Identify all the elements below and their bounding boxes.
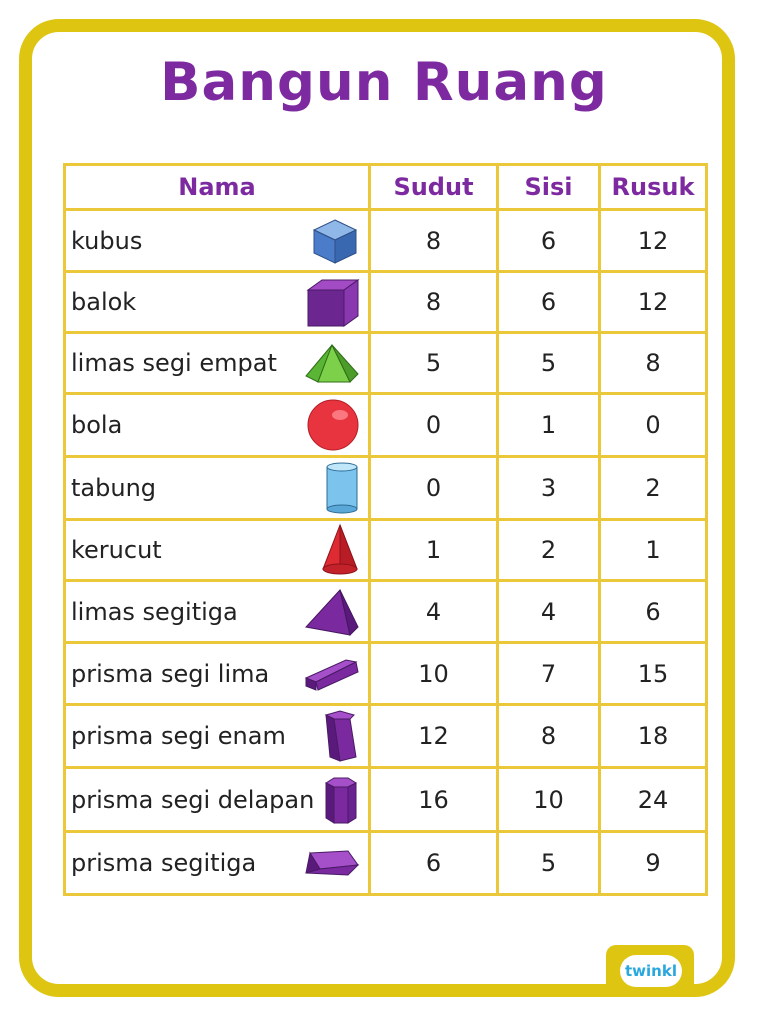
shape-name: kerucut	[71, 536, 162, 564]
faces-cell: 10	[498, 768, 600, 832]
edges-cell: 12	[600, 272, 707, 333]
edges-cell: 9	[600, 832, 707, 895]
edges-cell: 24	[600, 768, 707, 832]
logo-cloud	[620, 955, 682, 987]
row-name-cell	[65, 333, 370, 394]
row-name-cell	[65, 832, 370, 895]
faces-cell: 1	[498, 394, 600, 457]
faces-cell: 7	[498, 643, 600, 705]
triangular-prism-icon	[304, 847, 360, 879]
edges-cell: 18	[600, 705, 707, 768]
table-row	[65, 394, 707, 457]
header-corners: Sudut	[370, 165, 498, 210]
corners-cell: 12	[370, 705, 498, 768]
row-name-cell	[65, 457, 370, 520]
faces-cell: 6	[498, 210, 600, 272]
corners-cell: 8	[370, 272, 498, 333]
pentagonal-prism-icon	[304, 656, 360, 692]
cube-icon	[310, 216, 360, 266]
table-row	[65, 832, 707, 895]
header-faces: Sisi	[498, 165, 600, 210]
table-row	[65, 643, 707, 705]
row-name-cell	[65, 581, 370, 643]
shapes-table	[63, 163, 708, 896]
square-pyramid-icon	[304, 342, 360, 384]
shape-name: bola	[71, 411, 123, 439]
row-name-cell	[65, 768, 370, 832]
faces-cell: 5	[498, 333, 600, 394]
cuboid-icon	[306, 276, 360, 328]
row-name-cell	[65, 705, 370, 768]
corners-cell: 6	[370, 832, 498, 895]
corners-cell: 16	[370, 768, 498, 832]
edges-cell: 2	[600, 457, 707, 520]
faces-cell: 8	[498, 705, 600, 768]
shape-name: limas segi empat	[71, 349, 277, 377]
faces-cell: 3	[498, 457, 600, 520]
row-name-cell	[65, 210, 370, 272]
corners-cell: 4	[370, 581, 498, 643]
header-edges: Rusuk	[600, 165, 707, 210]
row-name-cell	[65, 394, 370, 457]
hexagonal-prism-icon	[320, 709, 360, 763]
header-name: Nama	[65, 165, 370, 210]
corners-cell: 8	[370, 210, 498, 272]
shape-name: kubus	[71, 226, 143, 255]
edges-cell: 15	[600, 643, 707, 705]
row-name-cell	[65, 643, 370, 705]
edges-cell: 8	[600, 333, 707, 394]
faces-cell: 6	[498, 272, 600, 333]
header-row	[65, 165, 707, 210]
faces-cell: 2	[498, 520, 600, 581]
corners-cell: 0	[370, 457, 498, 520]
edges-cell: 1	[600, 520, 707, 581]
table-row	[65, 705, 707, 768]
table-row	[65, 210, 707, 272]
shape-name: balok	[71, 288, 137, 316]
corners-cell: 10	[370, 643, 498, 705]
table-row	[65, 272, 707, 333]
edges-cell: 6	[600, 581, 707, 643]
row-name-cell	[65, 272, 370, 333]
cone-icon	[320, 523, 360, 577]
cylinder-icon	[324, 461, 360, 515]
shape-name: limas segitiga	[71, 597, 238, 626]
faces-cell: 5	[498, 832, 600, 895]
shape-name: tabung	[71, 474, 157, 502]
edges-cell: 12	[600, 210, 707, 272]
faces-cell: 4	[498, 581, 600, 643]
table-row	[65, 457, 707, 520]
table-row	[65, 520, 707, 581]
page-title: Bangun Ruang	[160, 52, 608, 113]
corners-cell: 0	[370, 394, 498, 457]
table-row	[65, 768, 707, 832]
triangular-pyramid-icon	[304, 587, 360, 637]
shape-name: prisma segi enam	[71, 722, 286, 750]
shape-name: prisma segitiga	[71, 849, 257, 877]
corners-cell: 5	[370, 333, 498, 394]
table-row	[65, 333, 707, 394]
table-row	[65, 581, 707, 643]
row-name-cell	[65, 520, 370, 581]
twinkl-logo	[606, 945, 694, 997]
corners-cell: 1	[370, 520, 498, 581]
shape-name: prisma segi lima	[71, 659, 270, 688]
octagonal-prism-icon	[322, 775, 360, 825]
edges-cell: 0	[600, 394, 707, 457]
sphere-icon	[306, 398, 360, 452]
shape-name: prisma segi delapan	[71, 785, 315, 814]
logo-text: twinkl	[625, 962, 677, 980]
